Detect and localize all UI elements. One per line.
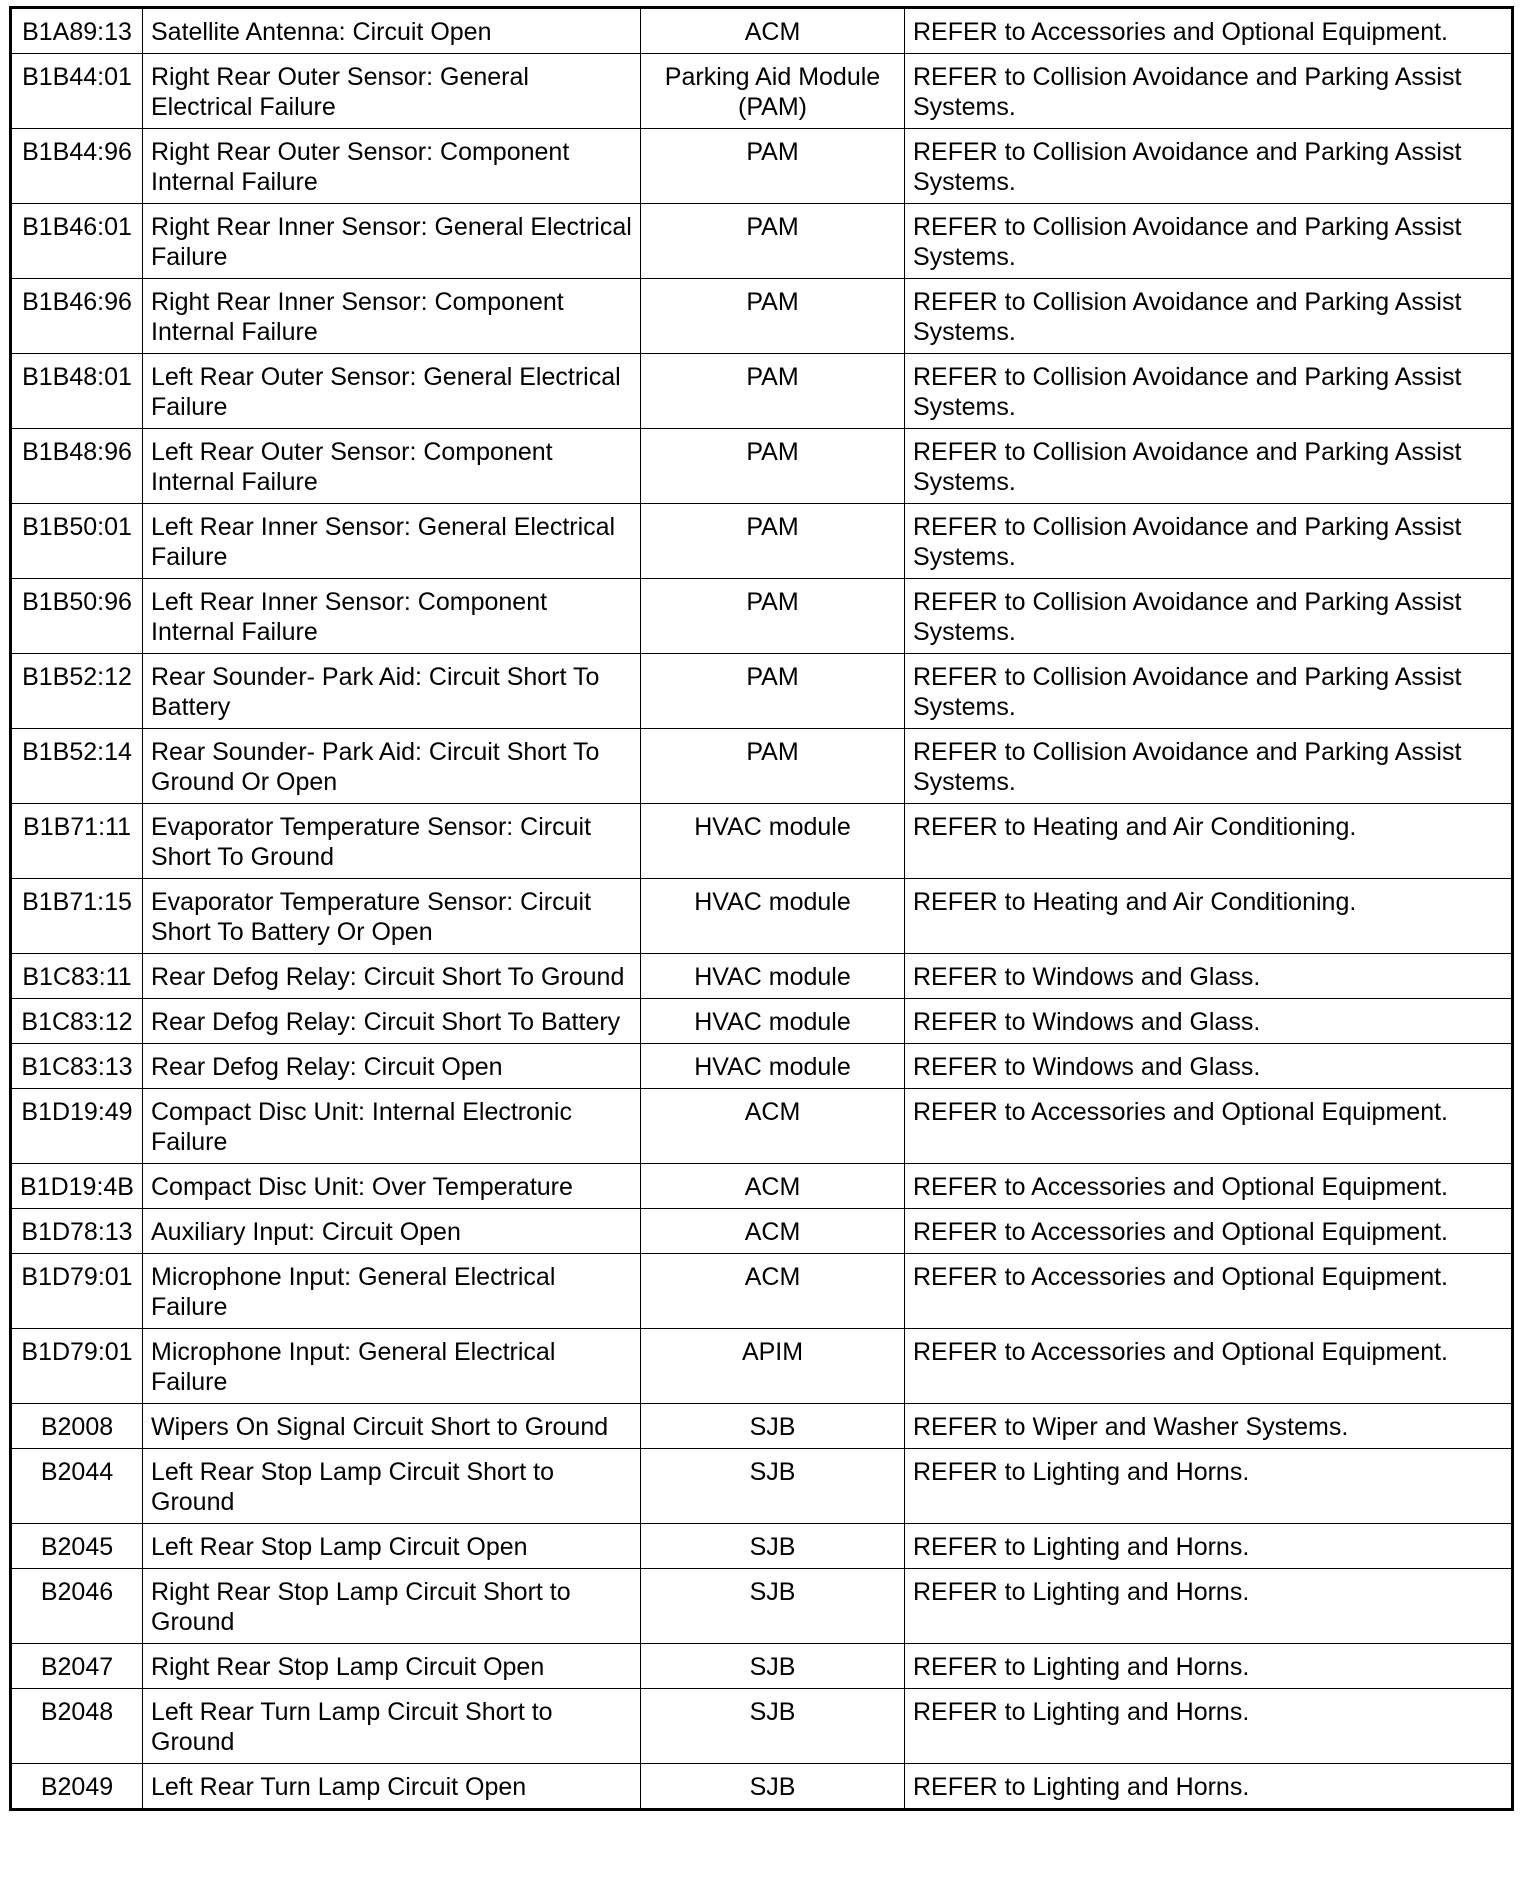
action-text: REFER to Accessories and Optional Equipment. <box>905 8 1513 54</box>
dtc-description: Rear Sounder- Park Aid: Circuit Short To Battery <box>143 654 641 729</box>
table-row <box>11 129 1513 204</box>
module-name: PAM <box>641 654 905 729</box>
module-name: ACM <box>641 1209 905 1254</box>
module-name: PAM <box>641 279 905 354</box>
table-row <box>11 1329 1513 1404</box>
action-text: REFER to Collision Avoidance and Parking Assist Systems. <box>905 729 1513 804</box>
dtc-code: B2046 <box>11 1569 143 1644</box>
module-name: SJB <box>641 1449 905 1524</box>
action-text: REFER to Accessories and Optional Equipment. <box>905 1089 1513 1164</box>
module-name: ACM <box>641 8 905 54</box>
table-row <box>11 1209 1513 1254</box>
table-row <box>11 8 1513 54</box>
dtc-code: B2047 <box>11 1644 143 1689</box>
action-text: REFER to Lighting and Horns. <box>905 1569 1513 1644</box>
dtc-description: Rear Sounder- Park Aid: Circuit Short To Ground Or Open <box>143 729 641 804</box>
dtc-description: Left Rear Turn Lamp Circuit Open <box>143 1764 641 1810</box>
dtc-description: Auxiliary Input: Circuit Open <box>143 1209 641 1254</box>
action-text: REFER to Windows and Glass. <box>905 954 1513 999</box>
table-row <box>11 804 1513 879</box>
action-text: REFER to Collision Avoidance and Parking Assist Systems. <box>905 579 1513 654</box>
dtc-description: Compact Disc Unit: Internal Electronic Failure <box>143 1089 641 1164</box>
dtc-description: Right Rear Outer Sensor: General Electrical Failure <box>143 54 641 129</box>
module-name: PAM <box>641 729 905 804</box>
table-row <box>11 1164 1513 1209</box>
action-text: REFER to Lighting and Horns. <box>905 1689 1513 1764</box>
action-text: REFER to Collision Avoidance and Parking Assist Systems. <box>905 654 1513 729</box>
table-row <box>11 54 1513 129</box>
module-name: SJB <box>641 1404 905 1449</box>
module-name: HVAC module <box>641 1044 905 1089</box>
dtc-code: B1A89:13 <box>11 8 143 54</box>
action-text: REFER to Heating and Air Conditioning. <box>905 879 1513 954</box>
table-row <box>11 1764 1513 1810</box>
module-name: APIM <box>641 1329 905 1404</box>
table-row <box>11 579 1513 654</box>
table-row <box>11 1569 1513 1644</box>
table-row <box>11 729 1513 804</box>
action-text: REFER to Collision Avoidance and Parking Assist Systems. <box>905 279 1513 354</box>
table-row <box>11 999 1513 1044</box>
dtc-description: Microphone Input: General Electrical Failure <box>143 1254 641 1329</box>
module-name: SJB <box>641 1764 905 1810</box>
dtc-code: B1B44:01 <box>11 54 143 129</box>
module-name: PAM <box>641 129 905 204</box>
table-row <box>11 1404 1513 1449</box>
dtc-description: Microphone Input: General Electrical Failure <box>143 1329 641 1404</box>
action-text: REFER to Lighting and Horns. <box>905 1764 1513 1810</box>
dtc-code: B1D19:49 <box>11 1089 143 1164</box>
table-row <box>11 354 1513 429</box>
action-text: REFER to Accessories and Optional Equipment. <box>905 1329 1513 1404</box>
table-row <box>11 204 1513 279</box>
module-name: ACM <box>641 1164 905 1209</box>
dtc-description: Right Rear Outer Sensor: Component Internal Failure <box>143 129 641 204</box>
module-name: SJB <box>641 1644 905 1689</box>
module-name: SJB <box>641 1689 905 1764</box>
table-row <box>11 1254 1513 1329</box>
action-text: REFER to Windows and Glass. <box>905 999 1513 1044</box>
table-row <box>11 1689 1513 1764</box>
dtc-description: Right Rear Inner Sensor: Component Internal Failure <box>143 279 641 354</box>
dtc-description: Left Rear Outer Sensor: General Electrical Failure <box>143 354 641 429</box>
table-row <box>11 1524 1513 1569</box>
table-row <box>11 1044 1513 1089</box>
dtc-code: B1B50:01 <box>11 504 143 579</box>
dtc-description: Left Rear Stop Lamp Circuit Short to Ground <box>143 1449 641 1524</box>
module-name: PAM <box>641 429 905 504</box>
dtc-code: B2045 <box>11 1524 143 1569</box>
dtc-code: B1B46:01 <box>11 204 143 279</box>
action-text: REFER to Accessories and Optional Equipment. <box>905 1164 1513 1209</box>
dtc-table-body <box>11 8 1513 1810</box>
dtc-code: B1C83:13 <box>11 1044 143 1089</box>
module-name: PAM <box>641 354 905 429</box>
module-name: HVAC module <box>641 954 905 999</box>
action-text: REFER to Lighting and Horns. <box>905 1524 1513 1569</box>
module-name: PAM <box>641 504 905 579</box>
dtc-code: B2049 <box>11 1764 143 1810</box>
module-name: PAM <box>641 204 905 279</box>
dtc-code: B1D79:01 <box>11 1329 143 1404</box>
dtc-table <box>9 6 1514 1811</box>
dtc-description: Rear Defog Relay: Circuit Short To Ground <box>143 954 641 999</box>
action-text: REFER to Lighting and Horns. <box>905 1644 1513 1689</box>
dtc-code: B1B44:96 <box>11 129 143 204</box>
dtc-code: B1D78:13 <box>11 1209 143 1254</box>
module-name: ACM <box>641 1089 905 1164</box>
action-text: REFER to Collision Avoidance and Parking Assist Systems. <box>905 504 1513 579</box>
dtc-description: Left Rear Inner Sensor: Component Internal Failure <box>143 579 641 654</box>
dtc-description: Compact Disc Unit: Over Temperature <box>143 1164 641 1209</box>
module-name: Parking Aid Module (PAM) <box>641 54 905 129</box>
dtc-code: B1B46:96 <box>11 279 143 354</box>
action-text: REFER to Heating and Air Conditioning. <box>905 804 1513 879</box>
dtc-code: B1D79:01 <box>11 1254 143 1329</box>
module-name: HVAC module <box>641 999 905 1044</box>
dtc-code: B1B48:96 <box>11 429 143 504</box>
module-name: SJB <box>641 1524 905 1569</box>
action-text: REFER to Accessories and Optional Equipment. <box>905 1209 1513 1254</box>
dtc-code: B1B52:14 <box>11 729 143 804</box>
dtc-code: B1C83:12 <box>11 999 143 1044</box>
dtc-description: Evaporator Temperature Sensor: Circuit Short To Ground <box>143 804 641 879</box>
dtc-description: Wipers On Signal Circuit Short to Ground <box>143 1404 641 1449</box>
table-row <box>11 654 1513 729</box>
action-text: REFER to Accessories and Optional Equipment. <box>905 1254 1513 1329</box>
dtc-description: Satellite Antenna: Circuit Open <box>143 8 641 54</box>
module-name: SJB <box>641 1569 905 1644</box>
dtc-description: Rear Defog Relay: Circuit Open <box>143 1044 641 1089</box>
dtc-description: Evaporator Temperature Sensor: Circuit Short To Battery Or Open <box>143 879 641 954</box>
dtc-description: Right Rear Stop Lamp Circuit Short to Ground <box>143 1569 641 1644</box>
action-text: REFER to Collision Avoidance and Parking Assist Systems. <box>905 54 1513 129</box>
action-text: REFER to Windows and Glass. <box>905 1044 1513 1089</box>
module-name: ACM <box>641 1254 905 1329</box>
table-row <box>11 1449 1513 1524</box>
table-row <box>11 879 1513 954</box>
dtc-description: Left Rear Outer Sensor: Component Internal Failure <box>143 429 641 504</box>
table-row <box>11 279 1513 354</box>
dtc-description: Left Rear Inner Sensor: General Electrical Failure <box>143 504 641 579</box>
table-row <box>11 1089 1513 1164</box>
action-text: REFER to Collision Avoidance and Parking Assist Systems. <box>905 429 1513 504</box>
dtc-code: B1D19:4B <box>11 1164 143 1209</box>
dtc-code: B1B52:12 <box>11 654 143 729</box>
dtc-code: B1B71:15 <box>11 879 143 954</box>
dtc-description: Right Rear Stop Lamp Circuit Open <box>143 1644 641 1689</box>
dtc-code: B2044 <box>11 1449 143 1524</box>
action-text: REFER to Wiper and Washer Systems. <box>905 1404 1513 1449</box>
dtc-description: Left Rear Turn Lamp Circuit Short to Ground <box>143 1689 641 1764</box>
dtc-code: B1B71:11 <box>11 804 143 879</box>
table-row <box>11 429 1513 504</box>
dtc-description: Left Rear Stop Lamp Circuit Open <box>143 1524 641 1569</box>
dtc-code: B2008 <box>11 1404 143 1449</box>
dtc-code: B1B50:96 <box>11 579 143 654</box>
dtc-description: Rear Defog Relay: Circuit Short To Battery <box>143 999 641 1044</box>
module-name: PAM <box>641 579 905 654</box>
table-row <box>11 504 1513 579</box>
action-text: REFER to Collision Avoidance and Parking Assist Systems. <box>905 204 1513 279</box>
module-name: HVAC module <box>641 804 905 879</box>
action-text: REFER to Lighting and Horns. <box>905 1449 1513 1524</box>
dtc-code: B2048 <box>11 1689 143 1764</box>
dtc-description: Right Rear Inner Sensor: General Electrical Failure <box>143 204 641 279</box>
action-text: REFER to Collision Avoidance and Parking Assist Systems. <box>905 354 1513 429</box>
dtc-code: B1C83:11 <box>11 954 143 999</box>
table-row <box>11 954 1513 999</box>
action-text: REFER to Collision Avoidance and Parking Assist Systems. <box>905 129 1513 204</box>
dtc-code: B1B48:01 <box>11 354 143 429</box>
module-name: HVAC module <box>641 879 905 954</box>
table-row <box>11 1644 1513 1689</box>
